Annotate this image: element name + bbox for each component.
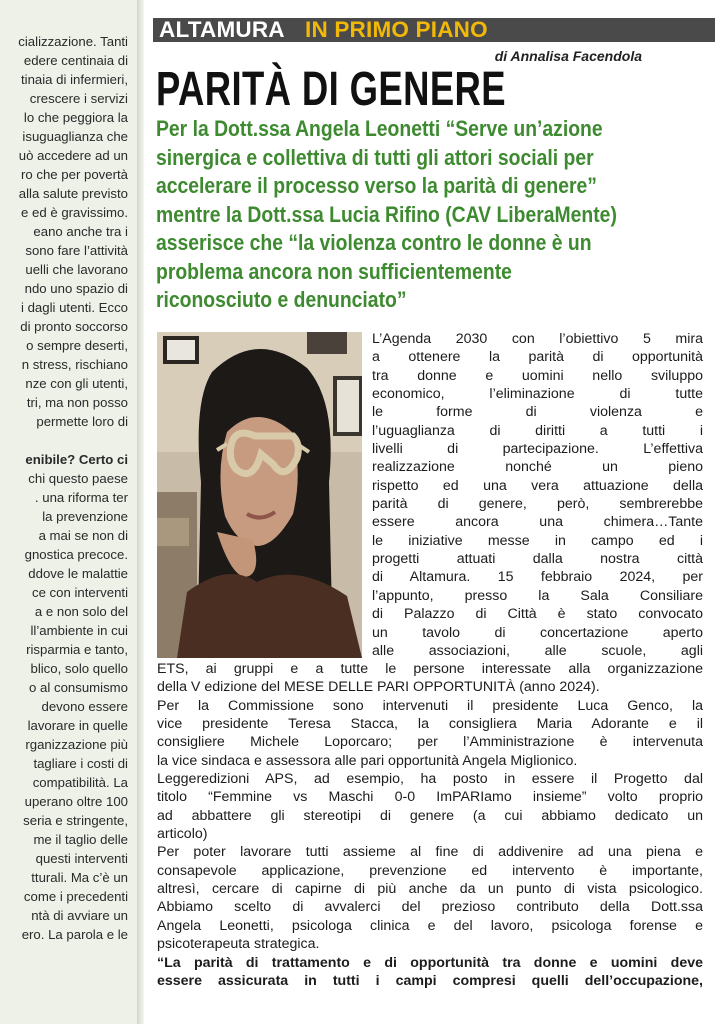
subheadline-line: sinergica e collettiva di tutti gli attori sociali per	[156, 144, 594, 170]
body-line: economico, l’eliminazione di tutte	[372, 386, 703, 403]
body-line: le iniziative messe in campo ed i	[372, 532, 703, 549]
previous-article-column	[0, 0, 137, 1024]
previous-article-line: gnostica precoce.	[24, 547, 128, 562]
previous-article-line: cializzazione. Tanti	[18, 34, 128, 49]
portrait-photo	[157, 332, 362, 658]
previous-article-line: sono fare l’attività	[25, 243, 128, 258]
previous-article-line: alla salute previsto	[18, 186, 128, 201]
previous-article-line: devono essere	[41, 699, 128, 714]
previous-article-line: rganizzazione più	[25, 737, 128, 752]
previous-article-line: tagliare i costi di	[33, 756, 128, 771]
body-line: ad abbattere gli stereotipi di genere (a cui abbiamo dedicato un	[157, 807, 703, 824]
previous-article-line: . una riforma ter	[34, 490, 128, 505]
previous-article-line: uperano oltre 100	[24, 794, 128, 809]
previous-article-line: uelli che lavorano	[25, 262, 128, 277]
previous-article-line: lo che peggiora la	[23, 110, 128, 125]
previous-article-line: isuguaglianza che	[22, 129, 128, 144]
previous-article-line: blico, solo quello	[30, 661, 128, 676]
body-line: di Altamura. 15 febbraio 2024, per	[372, 569, 703, 586]
body-line: consigliere Michele Loporcaro; per l’Amministrazione è intervenuta	[157, 734, 703, 751]
article-body-intro	[372, 330, 703, 660]
previous-article-line: a mai se non di	[38, 528, 128, 543]
subheadline-line: asserisce che “la violenza contro le donne è un	[156, 230, 592, 255]
section-header	[153, 18, 715, 42]
body-line: rispetto ed una vera attuazione della	[372, 477, 703, 494]
body-line: Abbiamo scelto di avvalerci del prezioso contributo della Dott.ssa	[157, 899, 703, 916]
previous-article-line: la prevenzione	[42, 509, 128, 524]
previous-article-line: permette loro di	[36, 414, 128, 429]
body-line: titolo “Femmine vs Maschi 0-0 ImPARIamo insieme” volto proprio	[157, 789, 703, 806]
body-line: l’appunto, presso la Sala Consiliare	[372, 587, 703, 604]
previous-article-line: o al consumismo	[29, 680, 128, 695]
body-line: un tavolo di concertazione aperto	[372, 624, 703, 641]
previous-article-line: tri, ma non posso	[26, 395, 128, 410]
body-line: parità di genere, però, sembrerebbe	[372, 496, 703, 513]
previous-article-line: ndo uno spazio di	[24, 281, 128, 296]
body-line: psicoterapeuta strategica.	[157, 936, 320, 953]
subheadline-line: Per la Dott.ssa Angela Leonetti “Serve un’azione	[156, 116, 603, 141]
body-line: Per la Commissione sono intervenuti il presidente Luca Genco, la	[157, 697, 703, 714]
body-line: tra donne e uomini nello sviluppo	[372, 367, 703, 384]
article-subheadline	[156, 115, 715, 315]
previous-article-line: risparmia e tanto,	[26, 642, 128, 657]
subheadline-line: accelerare il processo verso la parità di genere”	[156, 173, 597, 198]
body-line: a ottenere la parità di opportunità	[372, 349, 703, 366]
previous-article-line: crescere i servizi	[29, 91, 128, 106]
previous-article-line: ce con interventi	[31, 585, 128, 600]
previous-article-line: o sempre deserti,	[26, 338, 128, 353]
body-line: vice presidente Teresa Stacca, la consigliera Maria Adorante e il	[157, 716, 703, 733]
previous-article-line: lavorare in quelle	[27, 718, 128, 733]
body-line: della V edizione del MESE DELLE PARI OPPORTUNITÀ (anno 2024).	[157, 679, 600, 696]
author-byline: di Annalisa Facendola	[494, 48, 642, 64]
previous-article-line: uò accedere ad un	[18, 148, 128, 163]
previous-article-line: me il taglio delle	[33, 832, 128, 847]
body-line: Per poter lavorare tutti assieme al fine di addivenire ad una piena e	[157, 844, 703, 861]
previous-article-line: tinaia di infermieri,	[20, 72, 128, 87]
previous-article-line: enibile? Certo ci	[25, 452, 128, 467]
previous-article-line: ddove le malattie	[28, 566, 128, 581]
body-line: ETS, ai gruppi e a tutte le persone interessate alla organizzazione	[157, 661, 703, 677]
body-line: L’Agenda 2030 con l’obiettivo 5 mira	[372, 331, 703, 347]
previous-article-line: compatibilità. La	[32, 775, 128, 790]
body-line: essere ancora una chimera…Tante	[372, 514, 703, 531]
previous-article-line: ll’ambiente in cui	[30, 623, 128, 638]
body-line: la vice sindaca e assessora alle pari opportunità Angela Miglionico.	[157, 752, 578, 769]
body-line: articolo)	[157, 826, 208, 843]
body-line: realizzazione nonché un pieno	[372, 459, 703, 476]
body-line: alle associazioni, alle scuole, agli	[372, 642, 703, 659]
subheadline-line: riconosciuto e denunciato”	[156, 287, 407, 312]
section-rubric: IN PRIMO PIANO	[305, 17, 488, 42]
body-line: altresì, cercare di capirne di più anche da un punto di vista psicologico.	[157, 881, 703, 898]
previous-article-line: edere centinaia di	[23, 53, 128, 68]
previous-article-line: tturali. Ma c’è un	[31, 870, 128, 885]
body-line: le forme di violenza e	[372, 404, 703, 421]
previous-article-line: chi questo paese	[28, 471, 128, 486]
previous-article-line: e ed è gravissimo.	[20, 205, 128, 220]
previous-article-line: n stress, rischiano	[21, 357, 128, 372]
previous-article-line: seria e stringente,	[23, 813, 128, 828]
body-line: livelli di partecipazione. L’effettiva	[372, 441, 703, 458]
previous-article-line: di pronto soccorso	[20, 319, 128, 334]
previous-article-line: come i precedenti	[23, 889, 128, 904]
body-line: l’uguaglianza di diritti a tutti i	[372, 422, 703, 439]
section-city: ALTAMURA	[159, 17, 285, 42]
previous-article-line: ntà di avviare un	[31, 908, 128, 923]
interview-quote-line: essere assicurata in tutti i campi compresi quelli dell’occupazione,	[157, 972, 703, 989]
previous-article-line: ero. La parola e le	[21, 927, 128, 942]
body-line: di Palazzo di Città è stato convocato	[372, 606, 703, 623]
subheadline-line: mentre la Dott.ssa Lucia Rifino (CAV LiberaMente)	[156, 201, 617, 227]
article-body-main	[157, 660, 703, 990]
body-line: Angela Leonetti, psicologa clinica e del lavoro, psicologa forense e	[157, 917, 703, 934]
previous-article-line: eano anche tra i	[33, 224, 128, 239]
body-line: progetti attuati dalla nostra città	[372, 551, 703, 568]
article-headline: PARITÀ DI GENERE	[156, 63, 506, 116]
page-gutter	[137, 0, 144, 1024]
body-line: Leggeredizioni APS, ad esempio, ha posto in essere il Progetto dal	[157, 771, 703, 788]
body-line: consapevole applicazione, prevenzione ed intervento è importante,	[157, 862, 703, 879]
previous-article-line: a e non solo del	[34, 604, 128, 619]
previous-article-line: nze con gli utenti,	[25, 376, 128, 391]
previous-article-line: i dagli utenti. Ecco	[20, 300, 128, 315]
previous-article-line: ro che per povertà	[20, 167, 128, 182]
previous-article-line: questi interventi	[35, 851, 128, 866]
subheadline-line: problema ancora non sufficientemente	[156, 258, 512, 284]
interview-quote-line: “La parità di trattamento e di opportunità tra donne e uomini deve	[157, 954, 703, 971]
